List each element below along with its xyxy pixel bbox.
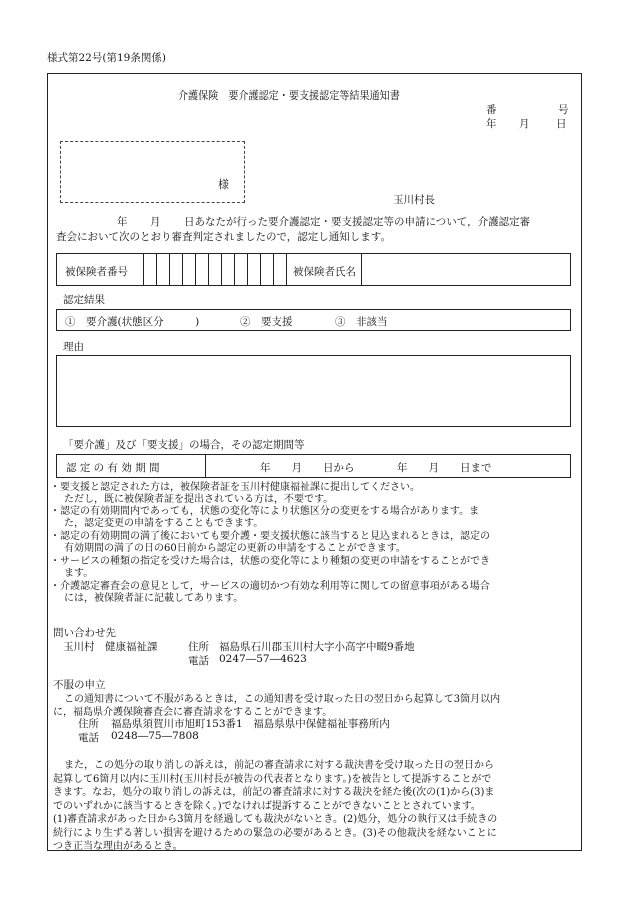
appeal-phone: 0248―75―7808 bbox=[111, 730, 199, 742]
digit-cell[interactable] bbox=[247, 254, 248, 285]
period-from[interactable]: 年 月 日から bbox=[260, 462, 355, 474]
final-paragraph-line: つき正当な理由があるとき。 bbox=[53, 841, 183, 852]
insured-name-label: 被保険者氏名 bbox=[293, 266, 356, 278]
date-month: 月 bbox=[519, 118, 530, 130]
intro-line-1: 日あなたが行った要介護認定・要支援認定等の申請について，介護認定審 bbox=[184, 216, 531, 228]
digit-cell[interactable] bbox=[195, 254, 196, 285]
intro-date-month: 月 bbox=[150, 216, 161, 228]
number-ban: 番 bbox=[486, 104, 497, 116]
date-day: 日 bbox=[556, 118, 567, 130]
digit-cell[interactable] bbox=[208, 254, 209, 285]
inquiry-org: 玉川村 健康福祉課 bbox=[63, 641, 158, 653]
insured-name-field[interactable] bbox=[361, 254, 362, 285]
intro-date-year: 年 bbox=[117, 216, 128, 228]
digit-cell[interactable] bbox=[143, 254, 144, 285]
note-line: ・介護認定審査会の意見として，サービスの適切かつ有効な利用等に関しての留意事項がある場合 bbox=[50, 581, 490, 592]
digit-cell[interactable] bbox=[169, 254, 170, 285]
appeal-address-label: 住所 bbox=[78, 718, 99, 730]
period-table bbox=[56, 454, 571, 478]
note-line: ただし，既に被保険者証を提出されている方は，不要です。 bbox=[64, 494, 334, 505]
result-option-support[interactable]: ② 要支援 bbox=[240, 316, 293, 328]
note-line: には，被保険者証に記載してあります。 bbox=[64, 593, 244, 604]
result-box bbox=[56, 309, 571, 331]
digit-cell[interactable] bbox=[234, 254, 235, 285]
document-title: 介護保険 要介護認定・要支援認定等結果通知書 bbox=[177, 89, 400, 102]
note-line: ・認定の有効期間内であっても，状態の変化等により状態区分の変更をする場合があります。ま bbox=[50, 506, 480, 517]
inquiry-address: 福島県石川郡玉川村大字小高字中畷9番地 bbox=[219, 641, 415, 653]
number-go: 号 bbox=[558, 104, 569, 116]
period-to[interactable]: 年 月 日まで bbox=[397, 462, 492, 474]
appeal-heading: 不服の申立 bbox=[53, 679, 106, 691]
note-line: た，認定変更の申請をすることもできます。 bbox=[64, 518, 264, 529]
digit-cell[interactable] bbox=[273, 254, 274, 285]
final-paragraph-line: きます。なお，処分の取り消しの訴えは，前記の審査請求に対する裁決を経た後(次の(1)から(3)ま bbox=[53, 787, 495, 798]
note-line: ます。 bbox=[64, 568, 94, 579]
appeal-line-2: に，福島県介護保険審査会に審査請求をすることができます。 bbox=[53, 707, 333, 718]
result-section-label: 認定結果 bbox=[63, 294, 105, 306]
appeal-phone-label: 電話 bbox=[78, 732, 99, 744]
appeal-address: 福島県須賀川市旭町153番1 福島県県中保健福祉事務所内 bbox=[111, 718, 390, 730]
reason-label: 理由 bbox=[63, 341, 84, 353]
note-line: ・認定の有効期間の満了後においても要介護・要支援状態に該当すると見込まれるときは，認定の bbox=[50, 531, 490, 542]
inquiry-heading: 問い合わせ先 bbox=[53, 627, 116, 639]
name-label-divider bbox=[286, 254, 287, 285]
appeal-line-1: この通知書について不服があるときは，この通知書を受け取った日の翌日から起算して3箇月以内 bbox=[64, 694, 501, 705]
issuer-name: 玉川村長 bbox=[393, 194, 435, 206]
insured-number-label: 被保険者番号 bbox=[65, 266, 128, 278]
addressee-suffix: 様 bbox=[218, 178, 229, 191]
form-number: 様式第22号(第19条関係) bbox=[47, 52, 166, 64]
addressee-box bbox=[60, 141, 245, 203]
period-note: 「要介護」及び「要支援」の場合，その認定期間等 bbox=[63, 439, 305, 451]
digit-cell[interactable] bbox=[260, 254, 261, 285]
period-label: 認 定 の 有 効 期 間 bbox=[66, 462, 160, 474]
period-divider bbox=[205, 455, 206, 477]
note-line: ・要支援と認定された方は，被保険者証を玉川村健康福祉課に提出してください。 bbox=[50, 482, 420, 493]
final-paragraph-line: (1)審査請求があった日から3箇月を経過しても裁決がないとき。(2)処分，処分の執行又は手続きの bbox=[53, 814, 498, 825]
final-paragraph-line: でのいずれかに該当するときを除く。)でなければ提訴することができないこととされています。 bbox=[53, 801, 481, 812]
result-option-none[interactable]: ③ 非該当 bbox=[335, 316, 388, 328]
reason-box[interactable] bbox=[56, 355, 571, 427]
note-line: 有効期間の満了の日の60日前から認定の更新の申請をすることができます。 bbox=[64, 543, 406, 554]
inquiry-phone-label: 電話 bbox=[188, 655, 209, 667]
digit-cell[interactable] bbox=[221, 254, 222, 285]
inquiry-address-label: 住所 bbox=[188, 641, 209, 653]
note-line: ・サービスの種類の指定を受けた場合は，状態の変化等により種類の変更の申請をすることができ bbox=[50, 556, 490, 567]
final-paragraph-line: 続行により生ずる著しい損害を避けるための緊急の必要があるとき。(3)その他裁決を経ないことに bbox=[53, 828, 497, 839]
digit-cell[interactable] bbox=[156, 254, 157, 285]
intro-line-2: 査会において次のとおり審査判定されましたので，認定し通知します。 bbox=[56, 231, 391, 243]
insured-table bbox=[56, 253, 571, 286]
final-paragraph-line: また，この処分の取り消しの訴えは，前記の審査請求に対する裁決書を受け取った日の翌日から bbox=[64, 760, 494, 771]
date-year: 年 bbox=[486, 118, 497, 130]
digit-cell[interactable] bbox=[182, 254, 183, 285]
result-option-care[interactable]: ① 要介護(状態区分 ) bbox=[65, 316, 200, 328]
final-paragraph-line: 起算して6箇月以内に玉川村(玉川村長が被告の代表者となります。)を被告として提訴することがで bbox=[53, 774, 492, 785]
inquiry-phone: 0247―57―4623 bbox=[219, 653, 307, 665]
